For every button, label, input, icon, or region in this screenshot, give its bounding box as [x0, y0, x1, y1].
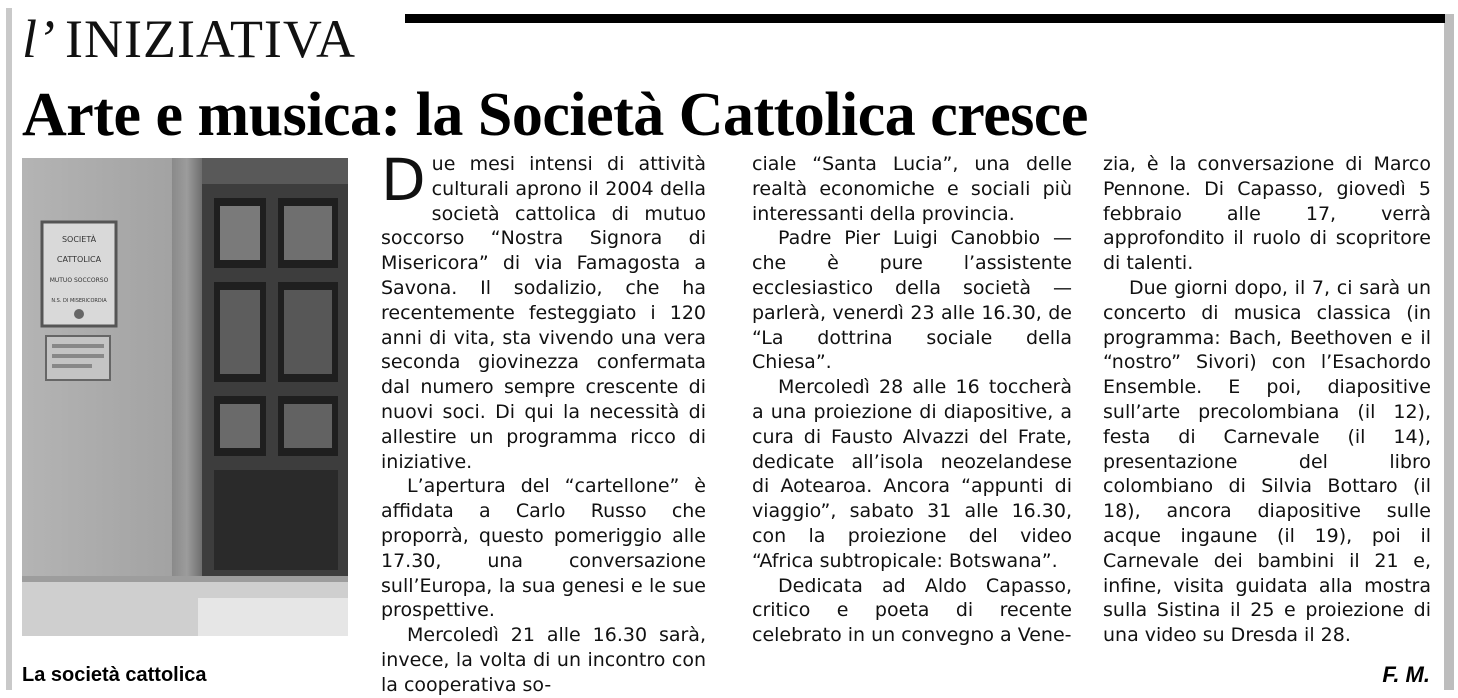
kicker-article: l’ [22, 9, 55, 69]
paragraph: L’apertura del “cartellone” è affidata a Carlo Russo che proporrà, questo pomeriggio alle 17.30, una conversazione sull’Europa, la sua genesi e le sue prospettive. [381, 475, 706, 622]
section-kicker [22, 4, 356, 69]
paragraph: Dedicata ad Aldo Capasso, critico e poeta di recente celebrato in un convegno a Vene- [752, 574, 1072, 647]
paragraph: ciale “Santa Lucia”, una delle realtà economiche e sociali più interessanti della provincia. [752, 153, 1072, 225]
text-column-2 [752, 152, 1072, 648]
paragraph: Mercoledì 21 alle 16.30 sarà, invece, la volta di un incontro con la cooperativa so- [381, 624, 706, 696]
svg-text:CATTOLICA: CATTOLICA [56, 255, 102, 264]
svg-text:N.S. DI MISERICORDIA: N.S. DI MISERICORDIA [51, 298, 107, 304]
text-column-1 [381, 146, 706, 698]
kicker-word: INIZIATIVA [65, 9, 356, 69]
paragraph [381, 146, 706, 474]
drop-cap: D [381, 146, 426, 214]
paragraph: Due giorni dopo, il 7, ci sarà un concerto di musica classica (in programma: Bach, Beethoven e il “nostro” Sivori) con l’Esachordo Ensemble. E poi, diapositive sull’arte precolombiana (il 12), festa di Carnevale (il 14), presentazione del libro colombiano di Silvia Bottaro (il 18), ancora diapositive sulle acque ingaune (il 19), poi il Carnevale dei bambini il 21 e, infine, visita guidata alla mostra sulla Sistina il 25 e proiezione di una video su Dresda il 28. [1103, 276, 1431, 647]
author-signature: F. M. [1382, 662, 1430, 687]
left-margin-rule [6, 8, 12, 690]
article-photo [22, 158, 348, 636]
paragraph: Mercoledì 28 alle 16 toccherà a una proiezione di diapositive, a cura di Fausto Alvazzi del Frate, dedicate all’isola neozelandese di Aotearoa. Ancora “appunti di viaggio”, sabato 31 alle 16.30, con la proiezione del video “Africa subtropicale: Botswana”. [752, 376, 1072, 572]
paragraph: zia, è la conversazione di Marco Pennone. Di Capasso, giovedì 5 febbraio alle 17, verrà approfondito il ruolo di scopritore di talenti. [1103, 153, 1431, 275]
text-column-3 [1103, 152, 1431, 648]
svg-text:SOCIETÀ: SOCIETÀ [61, 235, 97, 244]
kicker-rule [405, 14, 1445, 23]
right-margin-rule [1444, 14, 1454, 690]
photo-caption: La società cattolica [22, 664, 207, 686]
paragraph: Padre Pier Luigi Canobbio — che è pure l’assistente ecclesiastico della società — parlerà, venerdì 23 alle 16.30, de “La dottrina sociale della Chiesa”. [752, 227, 1072, 374]
svg-text:MUTUO SOCCORSO: MUTUO SOCCORSO [49, 277, 109, 284]
paragraph-text: ue mesi intensi di attività culturali aprono il 2004 della società cattolica di mutuo soccorso “Nostra Signora di Misericora” di via Famagosta a Savona. Il sodalizio, che ha recentemente festeggiato i 120 anni di vita, sta vivendo una vera seconda giovinezza confermata dal numero sempre crescente di nuovi soci. Di qui la necessità di allestire un programma ricco di iniziative. [381, 153, 706, 473]
building-entrance-photo [22, 158, 348, 636]
headline: Arte e musica: la Società Cattolica cresce [22, 81, 1088, 149]
